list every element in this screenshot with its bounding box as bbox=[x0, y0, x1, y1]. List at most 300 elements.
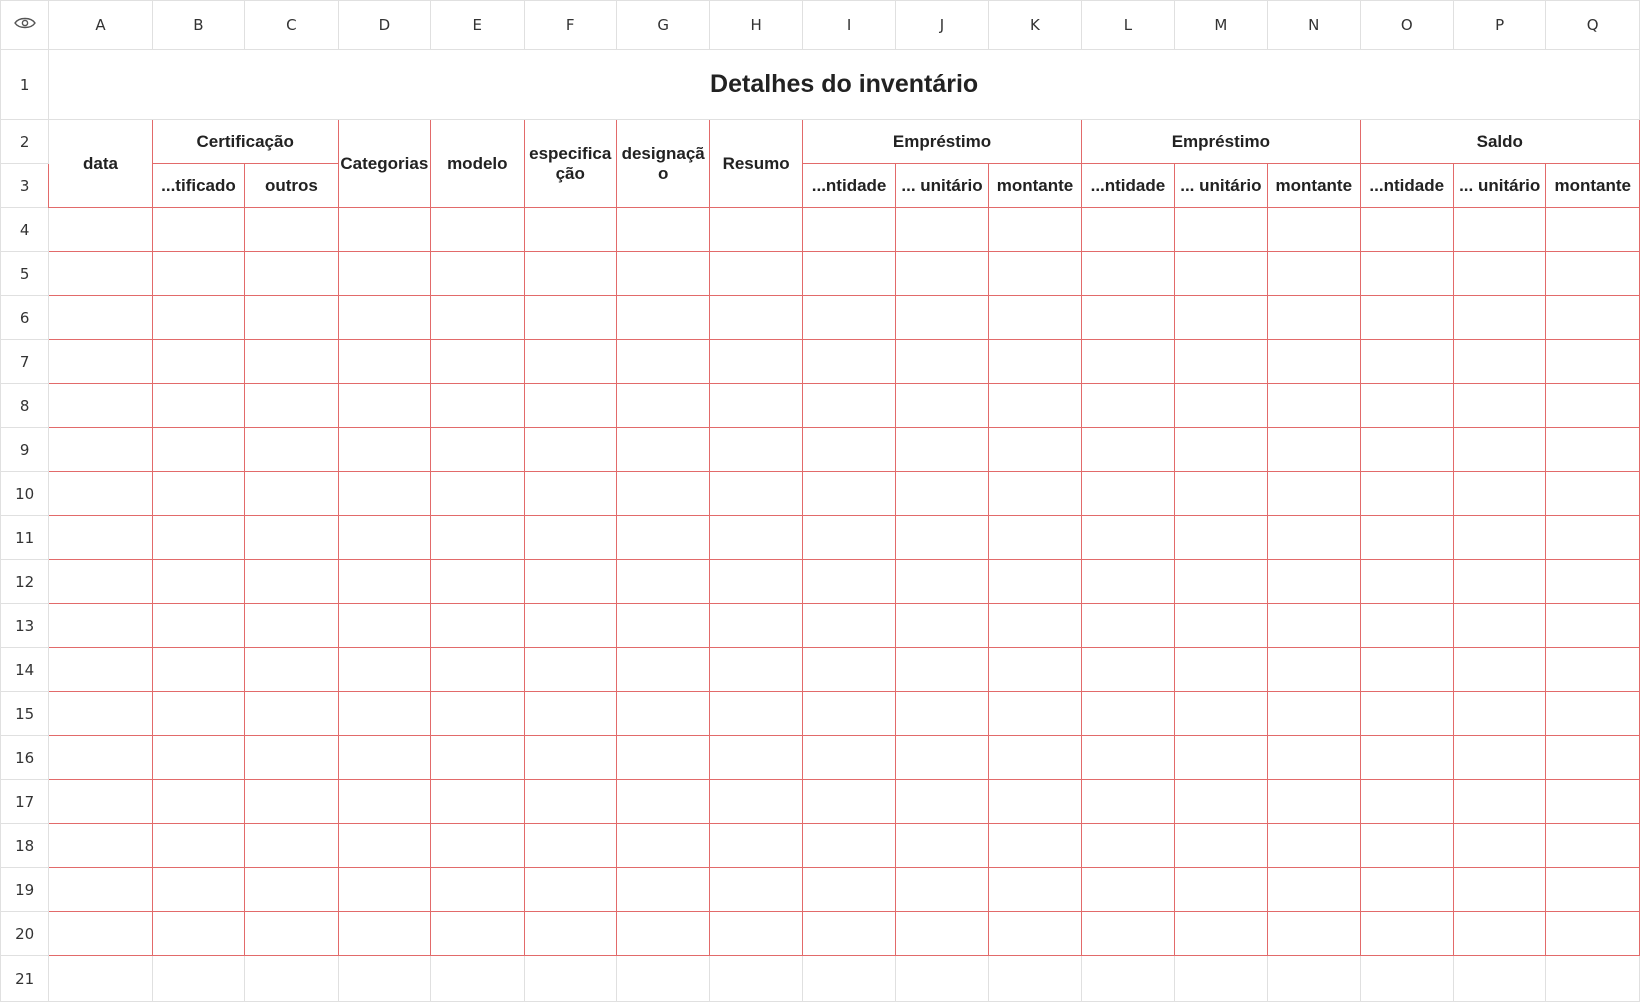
cell[interactable] bbox=[1453, 912, 1545, 956]
cell[interactable] bbox=[1268, 692, 1360, 736]
cell[interactable] bbox=[1546, 736, 1640, 780]
cell[interactable] bbox=[802, 604, 895, 648]
column-header-b[interactable]: B bbox=[152, 1, 244, 50]
cell[interactable] bbox=[1453, 208, 1545, 252]
cell[interactable] bbox=[896, 252, 988, 296]
cell[interactable] bbox=[524, 296, 616, 340]
cell[interactable] bbox=[988, 296, 1081, 340]
cell[interactable] bbox=[1546, 472, 1640, 516]
cell[interactable] bbox=[524, 912, 616, 956]
header-designacao[interactable] bbox=[616, 120, 709, 208]
cell[interactable] bbox=[896, 692, 988, 736]
cell[interactable] bbox=[988, 252, 1081, 296]
cell[interactable] bbox=[338, 912, 430, 956]
cell[interactable] bbox=[896, 516, 988, 560]
header-certificado[interactable]: ...tificado bbox=[152, 164, 244, 208]
cell[interactable] bbox=[338, 560, 430, 604]
column-header-d[interactable]: D bbox=[338, 1, 430, 50]
cell[interactable] bbox=[1268, 824, 1360, 868]
cell[interactable] bbox=[1082, 340, 1174, 384]
cell[interactable] bbox=[710, 824, 802, 868]
cell[interactable] bbox=[988, 736, 1081, 780]
cell[interactable] bbox=[1546, 604, 1640, 648]
row-header-16[interactable]: 16 bbox=[1, 736, 49, 780]
cell[interactable] bbox=[1453, 384, 1545, 428]
cell[interactable] bbox=[245, 912, 338, 956]
cell[interactable] bbox=[1268, 472, 1360, 516]
cell[interactable] bbox=[1082, 736, 1174, 780]
cell[interactable] bbox=[1453, 428, 1545, 472]
cell[interactable] bbox=[431, 956, 524, 1002]
cell[interactable] bbox=[896, 296, 988, 340]
cell[interactable] bbox=[1453, 868, 1545, 912]
cell[interactable] bbox=[338, 340, 430, 384]
cell[interactable] bbox=[1546, 648, 1640, 692]
cell[interactable] bbox=[524, 472, 616, 516]
column-header-h[interactable]: H bbox=[710, 1, 802, 50]
cell[interactable] bbox=[49, 472, 153, 516]
cell[interactable] bbox=[710, 692, 802, 736]
cell[interactable] bbox=[431, 560, 524, 604]
cell[interactable] bbox=[616, 516, 709, 560]
header-preco-unitario-1[interactable]: ... unitário bbox=[896, 164, 988, 208]
header-emprestimo-2[interactable]: Empréstimo bbox=[1082, 120, 1360, 164]
cell[interactable] bbox=[616, 780, 709, 824]
row-header-7[interactable]: 7 bbox=[1, 340, 49, 384]
header-quantidade-2[interactable]: ...ntidade bbox=[1082, 164, 1174, 208]
cell[interactable] bbox=[1360, 560, 1453, 604]
cell[interactable] bbox=[616, 912, 709, 956]
cell[interactable] bbox=[152, 824, 244, 868]
cell[interactable] bbox=[988, 428, 1081, 472]
cell[interactable] bbox=[1453, 780, 1545, 824]
cell[interactable] bbox=[49, 912, 153, 956]
cell[interactable] bbox=[802, 208, 895, 252]
cell[interactable] bbox=[338, 516, 430, 560]
row-header-12[interactable]: 12 bbox=[1, 560, 49, 604]
cell[interactable] bbox=[1082, 560, 1174, 604]
cell[interactable] bbox=[1453, 296, 1545, 340]
cell[interactable] bbox=[1360, 736, 1453, 780]
cell[interactable] bbox=[896, 208, 988, 252]
cell[interactable] bbox=[1268, 428, 1360, 472]
cell[interactable] bbox=[152, 780, 244, 824]
cell[interactable] bbox=[49, 516, 153, 560]
cell[interactable] bbox=[49, 780, 153, 824]
cell[interactable] bbox=[245, 780, 338, 824]
cell[interactable] bbox=[616, 428, 709, 472]
cell[interactable] bbox=[338, 692, 430, 736]
column-header-a[interactable]: A bbox=[49, 1, 153, 50]
cell[interactable] bbox=[431, 604, 524, 648]
header-certificacao[interactable]: Certificação bbox=[152, 120, 338, 164]
cell[interactable] bbox=[988, 692, 1081, 736]
cell[interactable] bbox=[896, 340, 988, 384]
cell[interactable] bbox=[1174, 208, 1267, 252]
cell[interactable] bbox=[1082, 868, 1174, 912]
cell[interactable] bbox=[431, 252, 524, 296]
cell[interactable] bbox=[896, 560, 988, 604]
cell[interactable] bbox=[802, 736, 895, 780]
cell[interactable] bbox=[1082, 252, 1174, 296]
cell[interactable] bbox=[1453, 692, 1545, 736]
cell[interactable] bbox=[1360, 648, 1453, 692]
cell[interactable] bbox=[896, 736, 988, 780]
cell[interactable] bbox=[896, 956, 988, 1002]
cell[interactable] bbox=[338, 956, 430, 1002]
header-quantidade-3[interactable]: ...ntidade bbox=[1360, 164, 1453, 208]
cell[interactable] bbox=[710, 472, 802, 516]
header-preco-unitario-2[interactable]: ... unitário bbox=[1174, 164, 1267, 208]
cell[interactable] bbox=[1360, 824, 1453, 868]
select-all-corner[interactable] bbox=[1, 1, 49, 50]
cell[interactable] bbox=[524, 208, 616, 252]
cell[interactable] bbox=[1360, 472, 1453, 516]
cell[interactable] bbox=[1082, 912, 1174, 956]
row-header-19[interactable]: 19 bbox=[1, 868, 49, 912]
row-header-18[interactable]: 18 bbox=[1, 824, 49, 868]
cell[interactable] bbox=[896, 604, 988, 648]
cell[interactable] bbox=[338, 472, 430, 516]
row-header-4[interactable]: 4 bbox=[1, 208, 49, 252]
cell[interactable] bbox=[710, 648, 802, 692]
cell[interactable] bbox=[988, 956, 1081, 1002]
cell[interactable] bbox=[896, 384, 988, 428]
cell[interactable] bbox=[338, 208, 430, 252]
cell[interactable] bbox=[896, 428, 988, 472]
row-header-6[interactable]: 6 bbox=[1, 296, 49, 340]
cell[interactable] bbox=[524, 252, 616, 296]
cell[interactable] bbox=[1268, 868, 1360, 912]
cell[interactable] bbox=[1546, 340, 1640, 384]
cell[interactable] bbox=[431, 208, 524, 252]
cell[interactable] bbox=[616, 604, 709, 648]
cell[interactable] bbox=[616, 824, 709, 868]
cell[interactable] bbox=[245, 648, 338, 692]
cell[interactable] bbox=[1174, 384, 1267, 428]
column-header-i[interactable]: I bbox=[802, 1, 895, 50]
cell[interactable] bbox=[1174, 648, 1267, 692]
cell[interactable] bbox=[1546, 428, 1640, 472]
cell[interactable] bbox=[524, 560, 616, 604]
cell[interactable] bbox=[1268, 296, 1360, 340]
cell[interactable] bbox=[152, 296, 244, 340]
cell[interactable] bbox=[152, 208, 244, 252]
cell[interactable] bbox=[802, 252, 895, 296]
cell[interactable] bbox=[338, 824, 430, 868]
column-header-q[interactable]: Q bbox=[1546, 1, 1640, 50]
cell[interactable] bbox=[1082, 780, 1174, 824]
cell[interactable] bbox=[1453, 340, 1545, 384]
cell[interactable] bbox=[802, 648, 895, 692]
cell[interactable] bbox=[802, 384, 895, 428]
cell[interactable] bbox=[49, 868, 153, 912]
cell[interactable] bbox=[1546, 384, 1640, 428]
cell[interactable] bbox=[524, 824, 616, 868]
row-header-8[interactable]: 8 bbox=[1, 384, 49, 428]
row-header-1[interactable]: 1 bbox=[1, 50, 49, 120]
cell[interactable] bbox=[1360, 912, 1453, 956]
cell[interactable] bbox=[710, 868, 802, 912]
cell[interactable] bbox=[152, 692, 244, 736]
cell[interactable] bbox=[710, 208, 802, 252]
cell[interactable] bbox=[710, 296, 802, 340]
cell[interactable] bbox=[616, 296, 709, 340]
cell[interactable] bbox=[245, 340, 338, 384]
cell[interactable] bbox=[988, 340, 1081, 384]
cell[interactable] bbox=[802, 692, 895, 736]
cell[interactable] bbox=[1082, 956, 1174, 1002]
header-emprestimo-1[interactable]: Empréstimo bbox=[802, 120, 1081, 164]
cell[interactable] bbox=[616, 384, 709, 428]
cell[interactable] bbox=[988, 780, 1081, 824]
cell[interactable] bbox=[152, 912, 244, 956]
cell[interactable] bbox=[152, 956, 244, 1002]
cell[interactable] bbox=[1546, 868, 1640, 912]
cell[interactable] bbox=[1360, 604, 1453, 648]
cell[interactable] bbox=[710, 912, 802, 956]
row-header-21[interactable]: 21 bbox=[1, 956, 49, 1002]
cell[interactable] bbox=[1082, 428, 1174, 472]
cell[interactable] bbox=[338, 736, 430, 780]
sheet-title[interactable]: Detalhes do inventário bbox=[49, 50, 1640, 120]
cell[interactable] bbox=[1268, 340, 1360, 384]
column-header-l[interactable]: L bbox=[1082, 1, 1174, 50]
cell[interactable] bbox=[245, 384, 338, 428]
cell[interactable] bbox=[988, 472, 1081, 516]
cell[interactable] bbox=[1268, 780, 1360, 824]
cell[interactable] bbox=[1546, 208, 1640, 252]
cell[interactable] bbox=[49, 648, 153, 692]
header-resumo[interactable]: Resumo bbox=[710, 120, 802, 208]
cell[interactable] bbox=[49, 824, 153, 868]
eye-icon[interactable] bbox=[14, 16, 36, 30]
cell[interactable] bbox=[1360, 956, 1453, 1002]
cell[interactable] bbox=[616, 692, 709, 736]
cell[interactable] bbox=[1174, 252, 1267, 296]
cell[interactable] bbox=[1174, 604, 1267, 648]
cell[interactable] bbox=[988, 560, 1081, 604]
column-header-c[interactable]: C bbox=[245, 1, 338, 50]
cell[interactable] bbox=[1174, 824, 1267, 868]
cell[interactable] bbox=[988, 648, 1081, 692]
cell[interactable] bbox=[338, 296, 430, 340]
cell[interactable] bbox=[1268, 912, 1360, 956]
cell[interactable] bbox=[49, 956, 153, 1002]
cell[interactable] bbox=[431, 780, 524, 824]
column-header-g[interactable]: G bbox=[616, 1, 709, 50]
cell[interactable] bbox=[338, 252, 430, 296]
cell[interactable] bbox=[802, 428, 895, 472]
cell[interactable] bbox=[1268, 516, 1360, 560]
cell[interactable] bbox=[338, 428, 430, 472]
cell[interactable] bbox=[1268, 604, 1360, 648]
cell[interactable] bbox=[710, 384, 802, 428]
cell[interactable] bbox=[710, 956, 802, 1002]
row-header-5[interactable]: 5 bbox=[1, 252, 49, 296]
cell[interactable] bbox=[431, 340, 524, 384]
cell[interactable] bbox=[802, 516, 895, 560]
column-header-j[interactable]: J bbox=[896, 1, 988, 50]
column-header-m[interactable]: M bbox=[1174, 1, 1267, 50]
cell[interactable] bbox=[1174, 560, 1267, 604]
row-header-11[interactable]: 11 bbox=[1, 516, 49, 560]
cell[interactable] bbox=[49, 296, 153, 340]
cell[interactable] bbox=[338, 868, 430, 912]
cell[interactable] bbox=[152, 252, 244, 296]
cell[interactable] bbox=[710, 780, 802, 824]
row-header-17[interactable]: 17 bbox=[1, 780, 49, 824]
cell[interactable] bbox=[710, 604, 802, 648]
cell[interactable] bbox=[1546, 296, 1640, 340]
column-header-f[interactable]: F bbox=[524, 1, 616, 50]
column-header-o[interactable]: O bbox=[1360, 1, 1453, 50]
header-montante-2[interactable]: montante bbox=[1268, 164, 1360, 208]
cell[interactable] bbox=[1360, 692, 1453, 736]
cell[interactable] bbox=[1268, 648, 1360, 692]
column-header-n[interactable]: N bbox=[1268, 1, 1360, 50]
header-preco-unitario-3[interactable]: ... unitário bbox=[1453, 164, 1545, 208]
cell[interactable] bbox=[245, 516, 338, 560]
cell[interactable] bbox=[988, 604, 1081, 648]
cell[interactable] bbox=[245, 736, 338, 780]
column-header-p[interactable]: P bbox=[1453, 1, 1545, 50]
cell[interactable] bbox=[896, 824, 988, 868]
cell[interactable] bbox=[245, 560, 338, 604]
cell[interactable] bbox=[616, 956, 709, 1002]
cell[interactable] bbox=[616, 252, 709, 296]
cell[interactable] bbox=[710, 736, 802, 780]
cell[interactable] bbox=[1453, 516, 1545, 560]
cell[interactable] bbox=[1174, 912, 1267, 956]
cell[interactable] bbox=[616, 736, 709, 780]
cell[interactable] bbox=[524, 736, 616, 780]
cell[interactable] bbox=[524, 868, 616, 912]
cell[interactable] bbox=[1268, 384, 1360, 428]
cell[interactable] bbox=[1453, 648, 1545, 692]
cell[interactable] bbox=[152, 604, 244, 648]
cell[interactable] bbox=[802, 956, 895, 1002]
cell[interactable] bbox=[152, 868, 244, 912]
cell[interactable] bbox=[245, 428, 338, 472]
cell[interactable] bbox=[1082, 296, 1174, 340]
cell[interactable] bbox=[1453, 824, 1545, 868]
cell[interactable] bbox=[802, 780, 895, 824]
cell[interactable] bbox=[338, 648, 430, 692]
cell[interactable] bbox=[1453, 956, 1545, 1002]
cell[interactable] bbox=[802, 472, 895, 516]
cell[interactable] bbox=[49, 692, 153, 736]
header-modelo[interactable]: modelo bbox=[431, 120, 524, 208]
cell[interactable] bbox=[1360, 296, 1453, 340]
cell[interactable] bbox=[431, 516, 524, 560]
cell[interactable] bbox=[49, 208, 153, 252]
cell[interactable] bbox=[524, 428, 616, 472]
cell[interactable] bbox=[524, 648, 616, 692]
cell[interactable] bbox=[1174, 692, 1267, 736]
cell[interactable] bbox=[1360, 208, 1453, 252]
cell[interactable] bbox=[152, 560, 244, 604]
cell[interactable] bbox=[988, 868, 1081, 912]
cell[interactable] bbox=[616, 560, 709, 604]
cell[interactable] bbox=[338, 780, 430, 824]
cell[interactable] bbox=[1546, 252, 1640, 296]
cell[interactable] bbox=[802, 340, 895, 384]
cell[interactable] bbox=[1360, 384, 1453, 428]
cell[interactable] bbox=[896, 472, 988, 516]
cell[interactable] bbox=[245, 824, 338, 868]
cell[interactable] bbox=[245, 692, 338, 736]
cell[interactable] bbox=[1360, 340, 1453, 384]
cell[interactable] bbox=[524, 340, 616, 384]
cell[interactable] bbox=[152, 384, 244, 428]
cell[interactable] bbox=[1082, 692, 1174, 736]
cell[interactable] bbox=[152, 428, 244, 472]
cell[interactable] bbox=[431, 428, 524, 472]
cell[interactable] bbox=[1453, 472, 1545, 516]
header-montante-3[interactable]: montante bbox=[1546, 164, 1640, 208]
cell[interactable] bbox=[431, 648, 524, 692]
cell[interactable] bbox=[896, 780, 988, 824]
cell[interactable] bbox=[802, 560, 895, 604]
cell[interactable] bbox=[1360, 428, 1453, 472]
cell[interactable] bbox=[896, 868, 988, 912]
cell[interactable] bbox=[1453, 604, 1545, 648]
cell[interactable] bbox=[988, 384, 1081, 428]
cell[interactable] bbox=[802, 868, 895, 912]
cell[interactable] bbox=[431, 384, 524, 428]
cell[interactable] bbox=[1546, 912, 1640, 956]
cell[interactable] bbox=[524, 384, 616, 428]
cell[interactable] bbox=[1360, 780, 1453, 824]
cell[interactable] bbox=[338, 384, 430, 428]
cell[interactable] bbox=[245, 252, 338, 296]
cell[interactable] bbox=[431, 868, 524, 912]
cell[interactable] bbox=[49, 340, 153, 384]
cell[interactable] bbox=[1268, 736, 1360, 780]
cell[interactable] bbox=[245, 604, 338, 648]
cell[interactable] bbox=[710, 428, 802, 472]
cell[interactable] bbox=[431, 736, 524, 780]
cell[interactable] bbox=[49, 604, 153, 648]
header-saldo[interactable]: Saldo bbox=[1360, 120, 1639, 164]
cell[interactable] bbox=[152, 340, 244, 384]
cell[interactable] bbox=[49, 428, 153, 472]
row-header-20[interactable]: 20 bbox=[1, 912, 49, 956]
cell[interactable] bbox=[431, 296, 524, 340]
cell[interactable] bbox=[1174, 736, 1267, 780]
cell[interactable] bbox=[49, 384, 153, 428]
cell[interactable] bbox=[49, 736, 153, 780]
cell[interactable] bbox=[49, 252, 153, 296]
cell[interactable] bbox=[710, 516, 802, 560]
row-header-14[interactable]: 14 bbox=[1, 648, 49, 692]
cell[interactable] bbox=[1174, 868, 1267, 912]
cell[interactable] bbox=[524, 780, 616, 824]
cell[interactable] bbox=[616, 868, 709, 912]
cell[interactable] bbox=[1546, 956, 1640, 1002]
cell[interactable] bbox=[1082, 384, 1174, 428]
cell[interactable] bbox=[524, 604, 616, 648]
cell[interactable] bbox=[802, 296, 895, 340]
cell[interactable] bbox=[245, 296, 338, 340]
cell[interactable] bbox=[1082, 516, 1174, 560]
cell[interactable] bbox=[1174, 956, 1267, 1002]
cell[interactable] bbox=[616, 472, 709, 516]
row-header-2[interactable]: 2 bbox=[1, 120, 49, 164]
cell[interactable] bbox=[1360, 516, 1453, 560]
cell[interactable] bbox=[616, 208, 709, 252]
